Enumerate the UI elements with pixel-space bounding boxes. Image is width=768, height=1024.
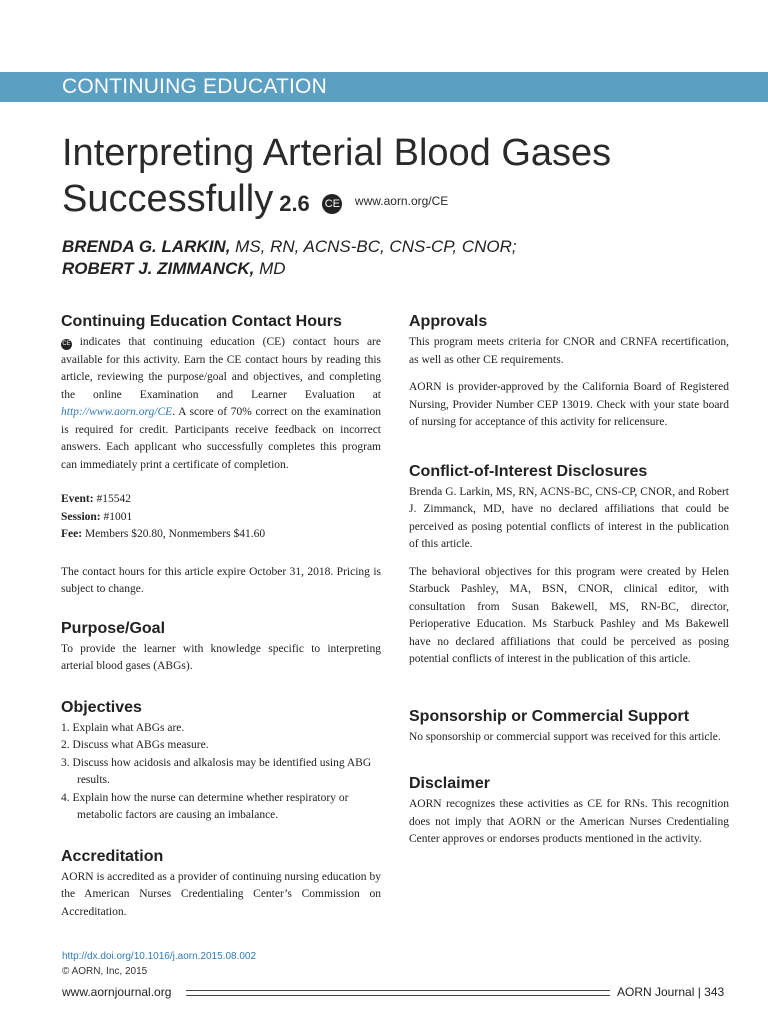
approvals-text-1: This program meets criteria for CNOR and CRNFA recertification, as well as other CE requirements. bbox=[409, 336, 729, 366]
banner-label: CONTINUING EDUCATION bbox=[62, 75, 327, 98]
purpose-text: To provide the learner with knowledge specific to interpreting arterial blood gases (ABGs). bbox=[61, 642, 381, 672]
contact-hours-text-a: indicates that continuing education (CE) contact hours are available for this activity. Earn the CE contact hours by reading this article, reviewing the purpose/goal and objectives, and completing the online Examination and Learner Evaluation at bbox=[61, 336, 381, 401]
objective-item-2: 2. Discuss what ABGs measure. bbox=[61, 739, 209, 751]
objective-item-3: 3. Discuss how acidosis and alkalosis may be identified using ABG results. bbox=[61, 756, 372, 786]
purpose-section bbox=[61, 619, 381, 676]
approvals-heading: Approvals bbox=[409, 313, 488, 330]
contact-hours-text bbox=[61, 334, 381, 474]
expiry-section bbox=[61, 564, 381, 599]
author-2 bbox=[62, 258, 517, 280]
disclaimer-heading: Disclaimer bbox=[409, 775, 490, 792]
section-banner bbox=[0, 72, 768, 102]
conflict-text-2: The behavioral objectives for this program were created by Helen Starbuck Pashley, MA, BSN, CNOR, clinical editor, with consultation from Susan Bakewell, MS, RN-BC, director, Perioperative Education. Ms Starbuck Pashley and Ms Bakewell have no declared affiliations that could be perceived as posing potential conflicts of interest in the publication of this article. bbox=[409, 565, 729, 665]
expiry-text: The contact hours for this article expire October 31, 2018. Pricing is subject to change. bbox=[61, 565, 381, 595]
event-value: #15542 bbox=[93, 493, 131, 505]
doi-link[interactable]: http://dx.doi.org/10.1016/j.aorn.2015.08.002 bbox=[62, 951, 257, 962]
right-column bbox=[409, 312, 729, 866]
author-2-name: ROBERT J. ZIMMANCK, bbox=[62, 259, 255, 278]
footer-divider bbox=[186, 990, 610, 996]
purpose-heading: Purpose/Goal bbox=[61, 619, 166, 637]
objectives-section bbox=[61, 698, 381, 825]
paragraph-gap bbox=[409, 369, 729, 379]
objective-item-4: 4. Explain how the nurse can determine whether respiratory or metabolic factors are causing an imbalance. bbox=[61, 791, 349, 821]
fee-label: Fee: bbox=[61, 528, 83, 540]
conflict-text-1: Brenda G. Larkin, MS, RN, ACNS-BC, CNS-CP, CNOR, and Robert J. Zimmanck, MD, have no declared affiliations that could be perceived as posing potential conflicts of interest in the publication of this article. bbox=[409, 485, 729, 550]
author-2-credentials: MD bbox=[254, 259, 286, 278]
contact-hours-text-b: . A score of 70% correct on the examination is required for credit. Participants receive feedback on incorrect answers. Each applicant who successfully completes this program can immediately print a certificate of completion. bbox=[61, 406, 381, 471]
objectives-heading: Objectives bbox=[61, 698, 142, 716]
paragraph-gap bbox=[409, 554, 729, 564]
title-line-2 bbox=[62, 176, 742, 227]
ce-url-link[interactable]: www.aorn.org/CE bbox=[354, 194, 449, 208]
author-1 bbox=[62, 236, 517, 258]
conflict-heading: Conflict-of-Interest Disclosures bbox=[409, 462, 648, 480]
objectives-list bbox=[61, 720, 381, 825]
objective-item-1: 1. Explain what ABGs are. bbox=[61, 721, 185, 734]
article-title bbox=[62, 130, 742, 227]
session-row bbox=[61, 509, 381, 527]
ce-hours: 2.6 bbox=[279, 191, 310, 216]
approvals-text-2: AORN is provider-approved by the California Board of Registered Nursing, Provider Number CEP 13019. Check with your state board of nursing for acceptance of this activity for relicensure. bbox=[409, 381, 729, 428]
event-details bbox=[61, 491, 381, 544]
accreditation-heading: Accreditation bbox=[61, 847, 164, 865]
ce-badge-icon: CE bbox=[322, 194, 342, 214]
sponsorship-section bbox=[409, 707, 729, 747]
event-row bbox=[61, 491, 381, 509]
disclaimer-section bbox=[409, 774, 729, 849]
fee-value: Members $20.80, Nonmembers $41.60 bbox=[82, 528, 266, 540]
ce-icon: CE bbox=[61, 339, 72, 350]
session-value: #1001 bbox=[100, 510, 133, 523]
journal-website[interactable]: www.aornjournal.org bbox=[62, 985, 172, 999]
aorn-ce-link[interactable]: http://www.aorn.org/CE bbox=[61, 406, 173, 418]
disclaimer-text: AORN recognizes these activities as CE for RNs. This recognition does not imply that AORN or the American Nurses Credentialing Center approves or endorses products mentioned in the activity. bbox=[409, 798, 729, 845]
title-line-1: Interpreting Arterial Blood Gases bbox=[62, 132, 612, 174]
contact-hours-heading: Continuing Education Contact Hours bbox=[61, 313, 342, 330]
accreditation-text: AORN is accredited as a provider of continuing nursing education by the American Nurses Credentialing Center’s Commission on Accreditation. bbox=[61, 870, 381, 918]
left-column bbox=[61, 312, 381, 938]
approvals-section bbox=[409, 312, 729, 432]
accreditation-section bbox=[61, 847, 381, 922]
journal-page-number: AORN Journal | 343 bbox=[617, 985, 725, 999]
event-label: Event: bbox=[61, 493, 94, 505]
conflict-section bbox=[409, 462, 729, 669]
author-list bbox=[62, 236, 517, 280]
title-line-2-text: Successfully bbox=[62, 178, 274, 220]
sponsorship-heading: Sponsorship or Commercial Support bbox=[409, 707, 690, 725]
copyright-notice: © AORN, Inc, 2015 bbox=[62, 966, 148, 977]
sponsorship-text: No sponsorship or commercial support was received for this article. bbox=[409, 730, 721, 743]
author-1-name: BRENDA G. LARKIN, bbox=[62, 237, 231, 256]
session-label: Session: bbox=[61, 510, 101, 523]
fee-row bbox=[61, 526, 381, 544]
author-1-credentials: MS, RN, ACNS-BC, CNS-CP, CNOR; bbox=[230, 237, 517, 256]
contact-hours-section bbox=[61, 312, 381, 474]
